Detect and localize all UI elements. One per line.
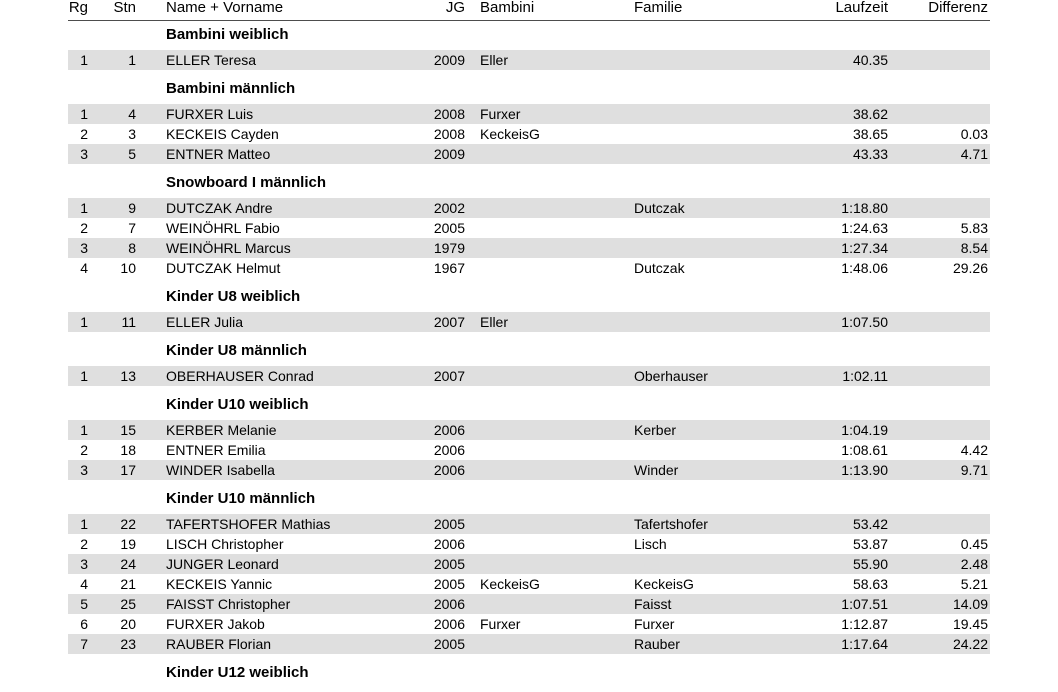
cell-laufzeit: 1:27.34 xyxy=(841,240,888,256)
cell-bambini: KeckeisG xyxy=(480,126,540,142)
table-row xyxy=(68,144,990,164)
cell-bambini: KeckeisG xyxy=(480,576,540,592)
cell-laufzeit: 1:18.80 xyxy=(841,200,888,216)
cell-year: 2006 xyxy=(433,462,465,478)
cell-year: 2006 xyxy=(433,596,465,612)
cell-differenz: 5.21 xyxy=(960,576,988,592)
cell-laufzeit: 1:02.11 xyxy=(842,368,888,384)
cell-bambini: Furxer xyxy=(480,106,521,122)
cell-name: KECKEIS Yannic xyxy=(166,576,273,592)
section-heading xyxy=(68,336,990,366)
section-title: Bambini männlich xyxy=(166,80,296,97)
column-header-name: Name + Vorname xyxy=(166,0,284,16)
cell-rank: 1 xyxy=(80,106,88,122)
cell-start-number: 20 xyxy=(120,616,136,632)
cell-rank: 4 xyxy=(80,260,88,276)
cell-rank: 4 xyxy=(80,576,88,592)
cell-year: 2002 xyxy=(433,200,465,216)
section-title: Bambini weiblich xyxy=(166,26,289,43)
column-header-rg: Rg xyxy=(68,0,88,16)
cell-familie: Winder xyxy=(634,462,679,478)
cell-start-number: 19 xyxy=(120,536,136,552)
results-sections xyxy=(68,20,990,692)
cell-year: 2005 xyxy=(433,576,465,592)
cell-rank: 3 xyxy=(80,240,88,256)
cell-familie: KeckeisG xyxy=(634,576,694,592)
table-row xyxy=(68,50,990,70)
table-row xyxy=(68,574,990,594)
table-row xyxy=(68,614,990,634)
cell-name: ENTNER Emilia xyxy=(166,442,266,458)
cell-year: 2006 xyxy=(433,536,465,552)
section-title: Kinder U10 weiblich xyxy=(166,396,309,413)
cell-start-number: 11 xyxy=(121,314,136,330)
cell-rank: 2 xyxy=(80,220,88,236)
cell-year: 2007 xyxy=(433,314,465,330)
cell-year: 2008 xyxy=(433,106,465,122)
cell-rank: 1 xyxy=(80,422,88,438)
cell-differenz: 0.45 xyxy=(960,536,988,552)
cell-familie: Kerber xyxy=(634,422,677,438)
section-title: Kinder U8 weiblich xyxy=(166,288,301,305)
cell-rank: 5 xyxy=(80,596,88,612)
column-header-stn: Stn xyxy=(113,0,136,16)
cell-year: 2009 xyxy=(433,52,465,68)
cell-year: 2005 xyxy=(433,636,465,652)
table-row xyxy=(68,514,990,534)
cell-rank: 3 xyxy=(80,462,88,478)
cell-familie: Faisst xyxy=(634,596,672,612)
cell-name: OBERHAUSER Conrad xyxy=(166,368,314,384)
cell-year: 2009 xyxy=(433,146,465,162)
cell-name: RAUBER Florian xyxy=(166,636,272,652)
cell-bambini: Eller xyxy=(480,314,509,330)
cell-name: FURXER Luis xyxy=(166,106,254,122)
cell-familie: Furxer xyxy=(634,616,675,632)
cell-familie: Tafertshofer xyxy=(634,516,708,532)
results-table xyxy=(68,0,990,692)
cell-differenz: 0.03 xyxy=(960,126,988,142)
cell-familie: Dutczak xyxy=(634,260,685,276)
cell-name: ELLER Teresa xyxy=(166,52,257,68)
cell-name: LISCH Christopher xyxy=(166,536,284,552)
cell-differenz: 19.45 xyxy=(952,616,988,632)
cell-rank: 1 xyxy=(80,52,88,68)
table-row xyxy=(68,238,990,258)
cell-laufzeit: 1:12.87 xyxy=(841,616,888,632)
cell-laufzeit: 53.87 xyxy=(852,536,888,552)
section-spacer xyxy=(68,688,990,692)
cell-familie: Dutczak xyxy=(634,200,685,216)
cell-year: 2005 xyxy=(433,516,465,532)
cell-bambini: Eller xyxy=(480,52,509,68)
cell-differenz: 29.26 xyxy=(952,260,988,276)
column-header-bambini: Bambini xyxy=(480,0,535,16)
cell-start-number: 25 xyxy=(120,596,136,612)
cell-rank: 2 xyxy=(80,126,88,142)
cell-start-number: 5 xyxy=(128,146,136,162)
cell-rank: 3 xyxy=(80,146,88,162)
cell-rank: 2 xyxy=(80,442,88,458)
cell-name: TAFERTSHOFER Mathias xyxy=(166,516,331,532)
cell-rank: 1 xyxy=(80,200,88,216)
section-heading xyxy=(68,390,990,420)
cell-differenz: 2.48 xyxy=(960,556,988,572)
cell-rank: 6 xyxy=(80,616,88,632)
section-title: Kinder U10 männlich xyxy=(166,490,316,507)
cell-laufzeit: 1:48.06 xyxy=(841,260,888,276)
cell-differenz: 14.09 xyxy=(952,596,988,612)
section-heading xyxy=(68,658,990,688)
table-row xyxy=(68,594,990,614)
cell-year: 2005 xyxy=(433,220,465,236)
cell-laufzeit: 38.62 xyxy=(852,106,888,122)
cell-laufzeit: 1:04.19 xyxy=(841,422,888,438)
cell-year: 2005 xyxy=(433,556,465,572)
cell-name: KERBER Melanie xyxy=(166,422,277,438)
cell-rank: 2 xyxy=(80,536,88,552)
table-header-row xyxy=(68,0,990,20)
section-title: Kinder U8 männlich xyxy=(166,342,307,359)
cell-start-number: 8 xyxy=(128,240,136,256)
cell-year: 2006 xyxy=(433,442,465,458)
section-heading xyxy=(68,484,990,514)
cell-differenz: 24.22 xyxy=(952,636,988,652)
cell-start-number: 21 xyxy=(120,576,136,592)
cell-rank: 7 xyxy=(80,636,88,652)
table-row xyxy=(68,440,990,460)
cell-name: DUTCZAK Helmut xyxy=(166,260,281,276)
cell-year: 2007 xyxy=(433,368,465,384)
table-row xyxy=(68,554,990,574)
section-heading xyxy=(68,168,990,198)
cell-laufzeit: 1:17.64 xyxy=(841,636,888,652)
cell-name: WEINÖHRL Marcus xyxy=(166,240,291,256)
cell-laufzeit: 1:24.63 xyxy=(841,220,888,236)
column-header-differenz: Differenz xyxy=(928,0,988,16)
cell-name: WINDER Isabella xyxy=(166,462,275,478)
cell-start-number: 18 xyxy=(120,442,136,458)
cell-year: 2006 xyxy=(433,422,465,438)
cell-start-number: 7 xyxy=(128,220,136,236)
cell-familie: Oberhauser xyxy=(634,368,708,384)
table-row xyxy=(68,420,990,440)
cell-start-number: 22 xyxy=(120,516,136,532)
column-header-laufzeit: Laufzeit xyxy=(835,0,888,16)
section-title: Kinder U12 weiblich xyxy=(166,664,309,681)
cell-bambini: Furxer xyxy=(480,616,521,632)
cell-name: DUTCZAK Andre xyxy=(166,200,273,216)
table-row xyxy=(68,312,990,332)
cell-familie: Rauber xyxy=(634,636,680,652)
cell-differenz: 8.54 xyxy=(960,240,988,256)
cell-start-number: 15 xyxy=(120,422,136,438)
cell-name: ELLER Julia xyxy=(166,314,244,330)
table-row xyxy=(68,258,990,278)
section-heading xyxy=(68,74,990,104)
cell-name: ENTNER Matteo xyxy=(166,146,271,162)
table-row xyxy=(68,366,990,386)
cell-name: JUNGER Leonard xyxy=(166,556,279,572)
column-header-jg: JG xyxy=(445,0,465,16)
table-row xyxy=(68,460,990,480)
cell-name: FURXER Jakob xyxy=(166,616,265,632)
cell-start-number: 24 xyxy=(120,556,136,572)
cell-year: 1979 xyxy=(433,240,465,256)
cell-start-number: 3 xyxy=(128,126,136,142)
cell-name: FAISST Christopher xyxy=(166,596,291,612)
cell-rank: 1 xyxy=(80,368,88,384)
cell-laufzeit: 1:07.51 xyxy=(841,596,888,612)
section-heading xyxy=(68,20,990,50)
cell-name: WEINÖHRL Fabio xyxy=(166,220,280,236)
cell-start-number: 17 xyxy=(120,462,136,478)
cell-year: 1967 xyxy=(433,260,465,276)
table-row xyxy=(68,198,990,218)
cell-year: 2008 xyxy=(433,126,465,142)
section-heading xyxy=(68,282,990,312)
cell-start-number: 4 xyxy=(128,106,136,122)
cell-differenz: 9.71 xyxy=(960,462,988,478)
cell-laufzeit: 55.90 xyxy=(852,556,888,572)
cell-laufzeit: 53.42 xyxy=(852,516,888,532)
cell-differenz: 5.83 xyxy=(960,220,988,236)
cell-laufzeit: 58.63 xyxy=(852,576,888,592)
section-title: Snowboard I männlich xyxy=(166,174,327,191)
cell-rank: 1 xyxy=(80,314,88,330)
cell-start-number: 9 xyxy=(128,200,136,216)
table-row xyxy=(68,104,990,124)
table-row xyxy=(68,634,990,654)
cell-name: KECKEIS Cayden xyxy=(166,126,279,142)
cell-rank: 1 xyxy=(80,516,88,532)
table-row xyxy=(68,124,990,144)
cell-differenz: 4.71 xyxy=(960,146,988,162)
cell-laufzeit: 1:07.50 xyxy=(841,314,888,330)
cell-differenz: 4.42 xyxy=(960,442,988,458)
cell-start-number: 10 xyxy=(120,260,136,276)
cell-year: 2006 xyxy=(433,616,465,632)
cell-rank: 3 xyxy=(80,556,88,572)
cell-laufzeit: 43.33 xyxy=(852,146,888,162)
table-row xyxy=(68,534,990,554)
cell-laufzeit: 38.65 xyxy=(852,126,888,142)
column-header-familie: Familie xyxy=(634,0,683,16)
cell-laufzeit: 1:13.90 xyxy=(841,462,888,478)
cell-laufzeit: 1:08.61 xyxy=(841,442,888,458)
cell-laufzeit: 40.35 xyxy=(852,52,888,68)
cell-start-number: 1 xyxy=(128,52,136,68)
cell-start-number: 13 xyxy=(120,368,136,384)
cell-start-number: 23 xyxy=(120,636,136,652)
table-row xyxy=(68,218,990,238)
cell-familie: Lisch xyxy=(634,536,667,552)
